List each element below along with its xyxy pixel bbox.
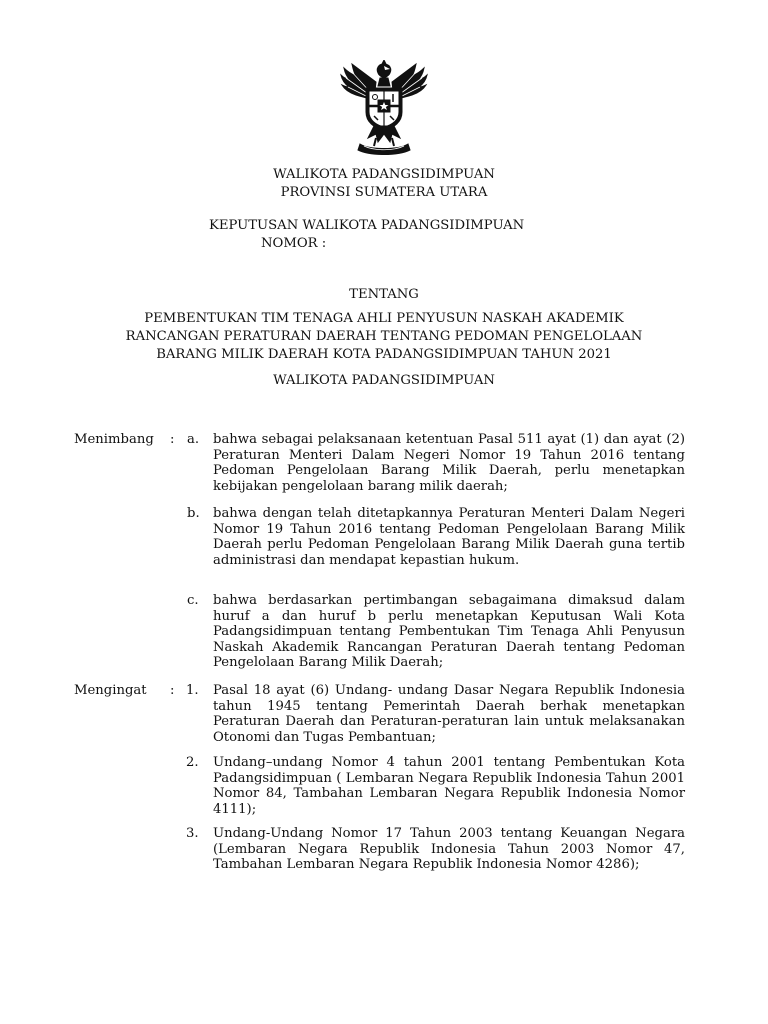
menimbang-marker-b: b. <box>187 506 200 521</box>
menimbang-colon: : <box>170 432 175 447</box>
mengingat-item-3: Undang-Undang Nomor 17 Tahun 2003 tentang Keuangan Negara (Lembaran Negara Republik Indonesia Tahun 2003 Nomor 47, Tambahan Lembaran Negara Republik Indonesia Nomor 4286); <box>213 826 685 873</box>
subject-line-1: PEMBENTUKAN TIM TENAGA AHLI PENYUSUN NASKAH AKADEMIK <box>144 311 624 326</box>
menimbang-item-c: bahwa berdasarkan pertimbangan sebagaimana dimaksud dalam huruf a dan huruf b perlu menetapkan Keputusan Wali Kota Padangsidimpuan tentang Pembentukan Tim Tenaga Ahli Penyusun Naskah Akademik Rancangan Peraturan Daerah tentang Pedoman Pengelolaan Barang Milik Daerah; <box>213 593 685 671</box>
header-line-1: WALIKOTA PADANGSIDIMPUAN <box>273 167 495 182</box>
authority-heading: WALIKOTA PADANGSIDIMPUAN <box>273 373 495 388</box>
subject-line-2: RANCANGAN PERATURAN DAERAH TENTANG PEDOMAN PENGELOLAAN <box>125 329 643 344</box>
menimbang-marker-a: a. <box>187 432 200 447</box>
menimbang-item-a: bahwa sebagai pelaksanaan ketentuan Pasal 511 ayat (1) dan ayat (2) Peraturan Menteri Dalam Negeri Nomor 19 Tahun 2016 tentang Pedoman Pengelolaan Barang Milik Daerah, perlu menetapkan kebijakan pengelolaan barang milik daerah; <box>213 432 685 494</box>
mengingat-item-2: Undang–undang Nomor 4 tahun 2001 tentang Pembentukan Kota Padangsidimpuan ( Lembaran Negara Republik Indonesia Tahun 2001 Nomor 84, Tambahan Lembaran Negara Republik Indonesia Nomor 4111); <box>213 755 685 817</box>
subject-line-3: BARANG MILIK DAERAH KOTA PADANGSIDIMPUAN TAHUN 2021 <box>156 347 612 362</box>
menimbang-label: Menimbang <box>74 432 154 447</box>
mengingat-marker-2: 2. <box>186 755 199 770</box>
menimbang-marker-c: c. <box>187 593 199 608</box>
menimbang-item-b: bahwa dengan telah ditetapkannya Peraturan Menteri Dalam Negeri Nomor 19 Tahun 2016 tentang Pedoman Pengelolaan Barang Milik Daerah perlu Pedoman Pengelolaan Barang Milik Daerah guna tertib administrasi dan mendapat kepastian hukum. <box>213 506 685 568</box>
decree-number: NOMOR : <box>261 236 327 251</box>
mengingat-label: Mengingat <box>74 683 147 698</box>
header-line-2: PROVINSI SUMATERA UTARA <box>280 185 488 200</box>
decree-title: KEPUTUSAN WALIKOTA PADANGSIDIMPUAN <box>209 218 525 233</box>
about-heading: TENTANG <box>349 287 419 302</box>
mengingat-marker-1: 1. <box>186 683 199 698</box>
mengingat-colon: : <box>170 683 175 698</box>
garuda-emblem-icon <box>338 60 430 158</box>
mengingat-item-1: Pasal 18 ayat (6) Undang- undang Dasar Negara Republik Indonesia tahun 1945 tentang Pemerintah Daerah berhak menetapkan Peraturan Daerah dan Peraturan-peraturan lain untuk melaksanakan Otonomi dan Tugas Pembantuan; <box>213 683 685 745</box>
mengingat-marker-3: 3. <box>186 826 199 841</box>
